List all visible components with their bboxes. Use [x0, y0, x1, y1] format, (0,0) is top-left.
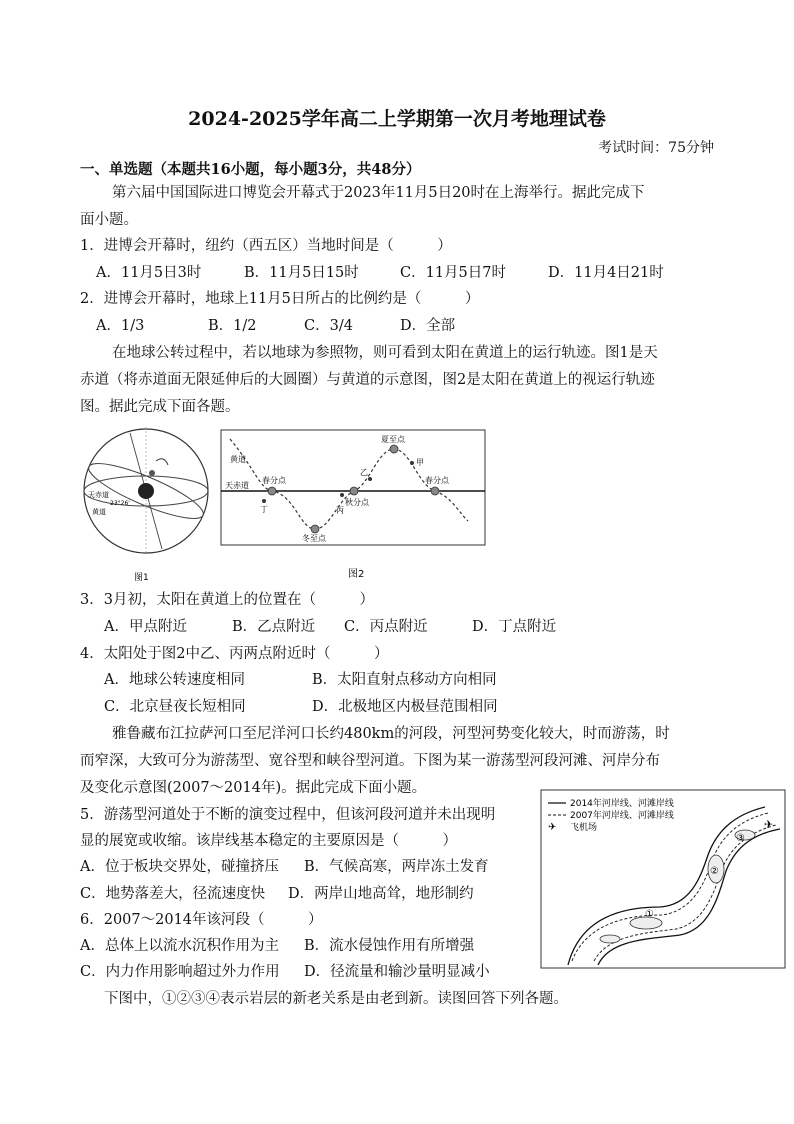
question-2-option-d[interactable]: D．全部	[400, 318, 456, 334]
map-marker-3: ③	[736, 833, 745, 844]
question-1-option-c[interactable]: C．11月5日7时	[400, 265, 506, 281]
question-5-option-a[interactable]: A．位于板块交界处，碰撞挤压	[80, 859, 279, 875]
question-1-option-b[interactable]: B．11月5日15时	[244, 265, 359, 281]
figure-2-autumn-equinox-label: 秋分点	[345, 498, 369, 507]
figure-1	[78, 425, 218, 585]
question-5-option-d[interactable]: D．两岸山地高耸，地形制约	[288, 886, 474, 902]
legend-2014: 2014年河岸线、河滩岸线	[570, 799, 674, 809]
question-3-option-c[interactable]: C．丙点附近	[344, 619, 428, 635]
figure-2	[220, 429, 488, 584]
figure-1-ecliptic-label: 黄道	[92, 508, 106, 516]
question-2-stem: 2．进博会开幕时，地球上11月5日所占的比例约是（ ）	[80, 291, 480, 307]
figure-2-jia-label: 甲	[416, 458, 424, 467]
passage-2-line-1: 在地球公转过程中，若以地球为参照物，则可看到太阳在黄道上的运行轨迹。图1是天	[112, 345, 658, 361]
figure-1-caption: 图1	[134, 573, 149, 583]
question-1-stem: 1．进博会开幕时，纽约（西五区）当地时间是（ ）	[80, 238, 452, 254]
river-map	[540, 789, 786, 969]
final-line: 下图中，①②③④表示岩层的新老关系是由老到新。读图回答下列各题。	[104, 991, 568, 1007]
page-title: 2024-2025学年高二上学期第一次月考地理试卷	[188, 108, 606, 130]
question-6-option-d[interactable]: D．径流量和输沙量明显减小	[304, 964, 490, 980]
question-6-option-c[interactable]: C．内力作用影响超过外力作用	[80, 964, 280, 980]
passage-2-line-2: 赤道（将赤道面无限延伸后的大圆圈）与黄道的示意图，图2是太阳在黄道上的视运行轨迹	[80, 372, 655, 388]
question-3-stem: 3．3月初，太阳在黄道上的位置在（ ）	[80, 592, 374, 608]
question-5-stem-line-2: 显的展宽或收缩。该岸线基本稳定的主要原因是（ ）	[80, 833, 457, 849]
passage-3-line-1: 雅鲁藏布江拉萨河口至尼洋河口长约480km的河段，河型河势变化较大，时而游荡，时	[112, 726, 670, 742]
figure-1-angle-label: 23°26'	[110, 500, 130, 507]
legend-2007: 2007年河岸线、河滩岸线	[570, 811, 674, 821]
figure-2-summer-solstice-label: 夏至点	[381, 435, 405, 444]
question-6-option-b[interactable]: B．流水侵蚀作用有所增强	[304, 938, 475, 954]
question-4-option-a[interactable]: A．地球公转速度相同	[104, 672, 245, 688]
question-6-option-a[interactable]: A．总体上以流水沉积作用为主	[80, 938, 279, 954]
figure-2-celestial-equator-label: 天赤道	[225, 481, 249, 490]
figure-2-ding-label: 丁	[260, 505, 268, 514]
passage-2-line-3: 图。据此完成下面各题。	[80, 399, 240, 415]
passage-3-line-3: 及变化示意图(2007～2014年)。据此完成下面小题。	[80, 780, 427, 796]
figure-2-winter-solstice-label: 冬至点	[302, 534, 326, 543]
exam-time: 考试时间：75分钟	[598, 140, 714, 156]
question-4-option-c[interactable]: C．北京昼夜长短相同	[104, 699, 246, 715]
question-5-option-c[interactable]: C．地势落差大，径流速度快	[80, 886, 266, 902]
question-2-option-c[interactable]: C．3/4	[304, 318, 353, 334]
section-header: 一、单选题（本题共16小题，每小题3分，共48分）	[80, 161, 421, 178]
figure-2-yi-label: 乙	[360, 468, 368, 477]
question-3-option-b[interactable]: B．乙点附近	[232, 619, 316, 635]
question-6-stem: 6．2007～2014年该河段（ ）	[80, 912, 323, 928]
question-1-option-d[interactable]: D．11月4日21时	[548, 265, 664, 281]
figure-2-spring-equinox-2-label: 春分点	[425, 476, 449, 485]
question-2-option-a[interactable]: A．1/3	[96, 318, 145, 334]
airport-icon: ✈	[548, 822, 557, 833]
passage-3-line-2: 而窄深，大致可分为游荡型、宽谷型和峡谷型河道。下图为某一游荡型河段河滩、河岸分布	[80, 753, 660, 769]
passage-1-line-2: 面小题。	[80, 212, 138, 228]
question-5-stem-line-1: 5．游荡型河道处于不断的演变过程中，但该河段河道并未出现明	[80, 807, 496, 823]
question-4-option-d[interactable]: D．北极地区内极昼范围相同	[312, 699, 498, 715]
passage-1-line-1: 第六届中国国际进口博览会开幕式于2023年11月5日20时在上海举行。据此完成下	[112, 185, 645, 201]
question-2-option-b[interactable]: B．1/2	[208, 318, 257, 334]
map-marker-2: ②	[710, 866, 719, 877]
question-1-option-a[interactable]: A．11月5日3时	[96, 265, 202, 281]
question-3-option-d[interactable]: D．丁点附近	[472, 619, 557, 635]
figure-1-celestial-equator-label: 天赤道	[88, 491, 109, 499]
question-4-stem: 4．太阳处于图2中乙、丙两点附近时（ ）	[80, 646, 389, 662]
map-marker-1: ①	[645, 909, 654, 920]
figure-2-caption: 图2	[348, 569, 365, 580]
figure-2-spring-equinox-1-label: 春分点	[262, 476, 286, 485]
legend-airport: 飞机场	[570, 823, 598, 833]
question-4-option-b[interactable]: B．太阳直射点移动方向相同	[312, 672, 497, 688]
question-3-option-a[interactable]: A．甲点附近	[104, 619, 187, 635]
airport-icon-map: ✈	[764, 818, 774, 831]
figure-2-ecliptic-label: 黄道	[230, 455, 246, 464]
question-5-option-b[interactable]: B．气候高寒，两岸冻土发育	[304, 859, 489, 875]
figure-2-bing-label: 丙	[336, 506, 344, 515]
